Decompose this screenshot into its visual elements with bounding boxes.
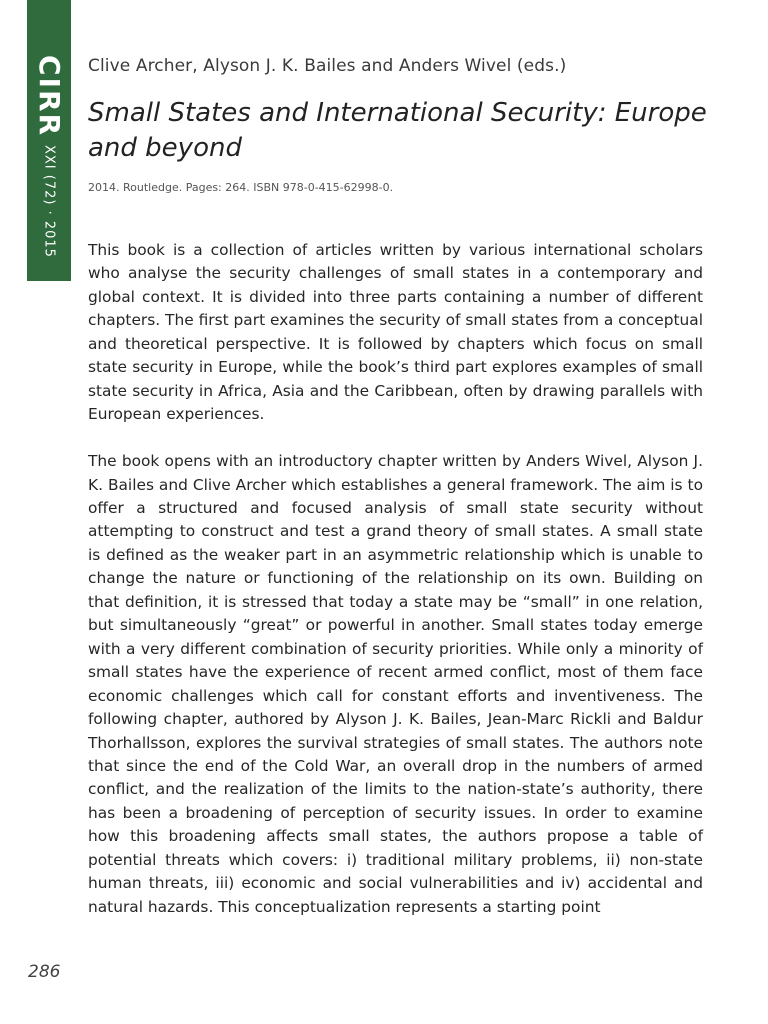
journal-label: [27, 55, 71, 258]
book-authors: Clive Archer, Alyson J. K. Bailes and Anders Wivel (eds.): [88, 56, 567, 76]
journal-issue: XXI (72) · 2015: [41, 145, 57, 259]
page-number: 286: [28, 962, 61, 982]
book-title: Small States and International Security: Europe and beyond: [88, 98, 707, 163]
journal-name: CIRR: [33, 55, 66, 138]
review-body: [88, 239, 703, 943]
paragraph: This book is a collection of articles written by various international scholars who analyse the security challenges of small states in a contemporary and global context. It is divided into three parts containing a number of different chapters. The first part examines the security of small states from a conceptual and theoretical perspective. It is followed by chapters which focus on small state security in Europe, while the book’s third part explores examples of small state security in Africa, Asia and the Caribbean, often by drawing parallels with European experiences.: [88, 241, 703, 424]
paragraph: The book opens with an introductory chapter written by Anders Wivel, Alyson J. K. Bailes and Clive Archer which establishes a general framework. The aim is to offer a structured and focused analysis of small state security without attempting to construct and test a grand theory of small states. A small state is defined as the weaker part in an asymmetric relationship which is unable to change the nature or functioning of the relationship on its own. Building on that definition, it is stressed that today a state may be “small” in one relation, but simultaneously “great” or powerful in another. Small states today emerge with a very different combination of security priorities. While only a minority of small states have the experience of recent armed conflict, most of them face economic challenges which call for constant efforts and inventiveness. The following chapter, authored by Alyson J. K. Bailes, Jean-Marc Rickli and Baldur Thorhallsson, explores the survival strategies of small states. The authors note that since the end of the Cold War, an overall drop in the numbers of armed conflict, and the realization of the limits to the nation-state’s authority, there has been a broadening of perception of security issues. In order to examine how this broadening affects small states, the authors propose a table of potential threats which covers: i) traditional military problems, ii) non-state human threats, iii) economic and social vulnerabilities and iv) accidental and natural hazards. This conceptualization represents a starting point: [88, 452, 703, 916]
publication-info: 2014. Routledge. Pages: 264. ISBN 978-0-415-62998-0.: [88, 181, 394, 194]
